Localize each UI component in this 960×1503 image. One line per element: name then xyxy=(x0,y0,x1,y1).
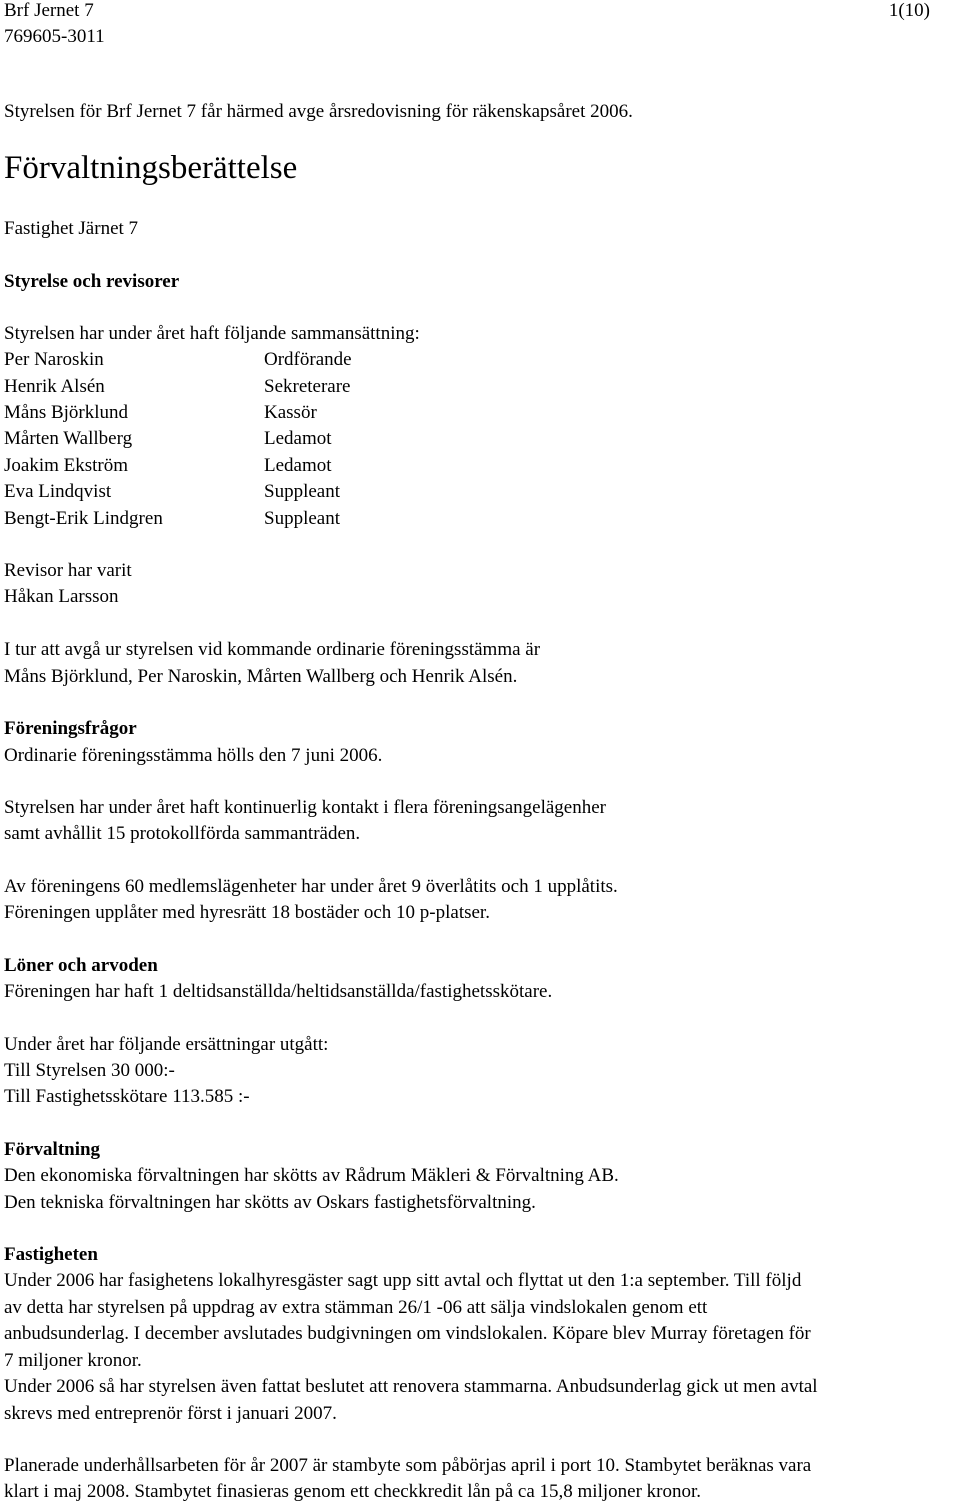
member-role: Ledamot xyxy=(264,455,332,476)
compensation-board: Till Styrelsen 30 000:- xyxy=(4,1060,175,1081)
contact-text-line: Styrelsen har under året haft kontinuerlig kontakt i flera föreningsangelägenher xyxy=(4,797,606,818)
units-text-line: Föreningen upplåter med hyresrätt 18 bostäder och 10 p-platser. xyxy=(4,902,490,923)
management-text-line: Den ekonomiska förvaltningen har skötts av Rådrum Mäkleri & Förvaltning AB. xyxy=(4,1165,619,1186)
compensation-caretaker: Till Fastighetsskötare 113.585 :- xyxy=(4,1086,250,1107)
page-number: 1(10) xyxy=(888,0,930,21)
contact-text-line: samt avhållit 15 protokollförda sammanträden. xyxy=(4,823,361,844)
salaries-heading: Löner och arvoden xyxy=(4,955,158,976)
association-heading: Föreningsfrågor xyxy=(4,718,137,739)
rotation-text-line: Måns Björklund, Per Naroskin, Mårten Wallberg och Henrik Alsén. xyxy=(4,666,518,687)
property-text-line: av detta har styrelsen på uppdrag av extra stämman 26/1 -06 att sälja vindslokalen genom ett xyxy=(4,1297,708,1318)
member-name: Eva Lindqvist xyxy=(4,481,112,502)
property-heading: Fastigheten xyxy=(4,1244,98,1265)
board-heading: Styrelse och revisorer xyxy=(4,271,180,292)
org-name: Brf Jernet 7 xyxy=(4,0,94,21)
compensation-intro: Under året har följande ersättningar utgått: xyxy=(4,1034,329,1055)
member-role: Ordförande xyxy=(264,349,352,370)
member-role: Sekreterare xyxy=(264,376,351,397)
units-text-line: Av föreningens 60 medlemslägenheter har under året 9 överlåtits och 1 upplåtits. xyxy=(4,876,618,897)
property-text-line: 7 miljoner kronor. xyxy=(4,1350,142,1371)
member-name: Per Naroskin xyxy=(4,349,104,370)
member-role: Suppleant xyxy=(264,481,340,502)
meeting-text: Ordinarie föreningsstämma hölls den 7 juni 2006. xyxy=(4,745,383,766)
member-name: Joakim Ekström xyxy=(4,455,129,476)
property-text-line: Under 2006 så har styrelsen även fattat beslutet att renovera stammarna. Anbudsunderlag gick ut men avtal xyxy=(4,1376,818,1397)
org-number: 769605-3011 xyxy=(4,26,105,47)
page-title: Förvaltningsberättelse xyxy=(4,150,298,186)
property-line: Fastighet Järnet 7 xyxy=(4,218,139,239)
management-heading: Förvaltning xyxy=(4,1139,101,1160)
board-intro: Styrelsen har under året haft följande sammansättning: xyxy=(4,323,420,344)
salaries-text: Föreningen har haft 1 deltidsanställda/heltidsanställda/fastighetsskötare. xyxy=(4,981,553,1002)
maintenance-text-line: Planerade underhållsarbeten för år 2007 är stambyte som påbörjas april i port 10. Stambytet beräknas vara xyxy=(4,1455,812,1476)
auditor-label: Revisor har varit xyxy=(4,560,132,581)
property-text-line: anbudsunderlag. I december avslutades budgivningen om vindslokalen. Köpare blev Murray företagen för xyxy=(4,1323,811,1344)
member-role: Kassör xyxy=(264,402,317,423)
management-text-line: Den tekniska förvaltningen har skötts av Oskars fastighetsförvaltning. xyxy=(4,1192,536,1213)
maintenance-text-line: klart i maj 2008. Stambytet finasieras genom ett checkkredit lån på ca 15,8 miljoner kronor. xyxy=(4,1481,701,1502)
member-name: Bengt-Erik Lindgren xyxy=(4,508,163,529)
rotation-text-line: I tur att avgå ur styrelsen vid kommande ordinarie föreningsstämma är xyxy=(4,639,541,660)
member-name: Mårten Wallberg xyxy=(4,428,133,449)
member-role: Ledamot xyxy=(264,428,332,449)
member-name: Måns Björklund xyxy=(4,402,129,423)
property-text-line: Under 2006 har fasighetens lokalhyresgäster sagt upp sitt avtal och flyttat ut den 1:a september. Till följd xyxy=(4,1270,802,1291)
member-role: Suppleant xyxy=(264,508,340,529)
property-text-line: skrevs med entreprenör först i januari 2007. xyxy=(4,1403,337,1424)
auditor-name: Håkan Larsson xyxy=(4,586,119,607)
intro-text: Styrelsen för Brf Jernet 7 får härmed avge årsredovisning för räkenskapsåret 2006. xyxy=(4,101,633,122)
member-name: Henrik Alsén xyxy=(4,376,105,397)
